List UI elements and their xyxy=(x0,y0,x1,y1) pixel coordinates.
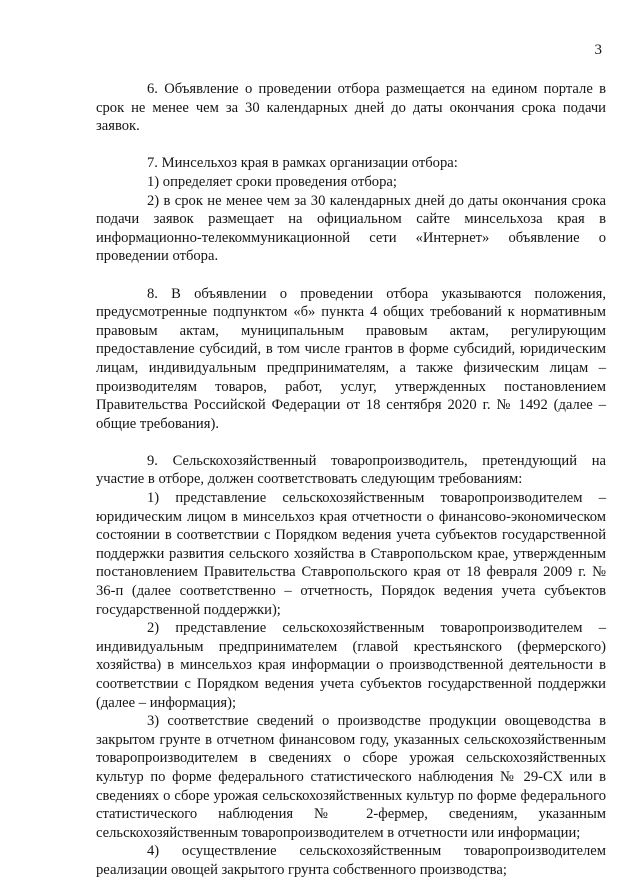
document-body xyxy=(96,80,606,880)
subitem-9-1: 1) представление сельскохозяйственным товаропроизводителем – юридическим лицом в минсельхоз края отчетности о финансово-экономическом состоянии в соответствии с Порядком ведения учета субъектов государственной поддержки развития сельского хозяйства в Ставропольском крае, утвержденным постановлением Правительства Ставропольского края от 18 февраля 2009 г. № 36-п (далее соответственно – отчетность, Порядок ведения учета субъектов государственной поддержки); xyxy=(96,490,606,618)
subitem-7-1: 1) определяет сроки проведения отбора; xyxy=(147,173,397,190)
subitem-9-2: 2) представление сельскохозяйственным товаропроизводителем – индивидуальным предпринимателем (главой крестьянского (фермерского) хозяйства) в минсельхоз края информации о производственной деятельности в соответствии с Порядком ведения учета субъектов государственной поддержки (далее – информация); xyxy=(96,620,606,711)
paragraph-8: 8. В объявлении о проведении отбора указываются положения, предусмотренные подпунктом «б» пункта 4 общих требований к нормативным правовым актам, муниципальным правовым актам, регулирующим предоставление субсидий, в том числе грантов в форме субсидий, юридическим лицам, индивидуальным предпринимателям, а также физическим лицам – производителям товаров, работ, услуг, утвержденных постановлением Правительства Российской Федерации от 18 сентября 2020 г. № 1492 (далее – общие требования). xyxy=(96,285,606,432)
paragraph-spacer xyxy=(96,136,606,155)
subitem-9-4: 4) осуществление сельскохозяйственным товаропроизводителем реализации овощей закрытого грунта собственного производства; xyxy=(96,843,606,878)
subitem-7-2: 2) в срок не менее чем за 30 календарных дней до даты окончания срока подачи заявок размещает на официальном сайте минсельхоза края в информационно-телекоммуникационной сети «Интернет» объявление о проведении отбора. xyxy=(96,192,606,265)
paragraph-6: 6. Объявление о проведении отбора размещается на едином портале в срок не менее чем за 30 календарных дней до даты окончания срока подачи заявок. xyxy=(96,81,606,135)
paragraph-9: 9. Сельскохозяйственный товаропроизводитель, претендующий на участие в отборе, должен соответствовать следующим требованиям: xyxy=(96,452,606,488)
page-number: 3 xyxy=(594,42,602,58)
subitem-9-3: 3) соответствие сведений о производстве продукции овощеводства в закрытом грунте в отчетном финансовом году, указанных сельскохозяйственным товаропроизводителем в сведениях о сборе урожая сельскохозяйственных культур по форме федерального статистического наблюдения № 29-СХ или в сведениях о сборе урожая сельскохозяйственных культур по форме федерального статистического наблюдения № 2-фермер, сведениям, указанным сельскохозяйственным товаропроизводителем в отчетности или информации; xyxy=(96,713,606,841)
paragraph-spacer xyxy=(96,266,606,285)
paragraph-7: 7. Минсельхоз края в рамках организации отбора: xyxy=(147,155,458,172)
paragraph-spacer xyxy=(96,433,606,452)
